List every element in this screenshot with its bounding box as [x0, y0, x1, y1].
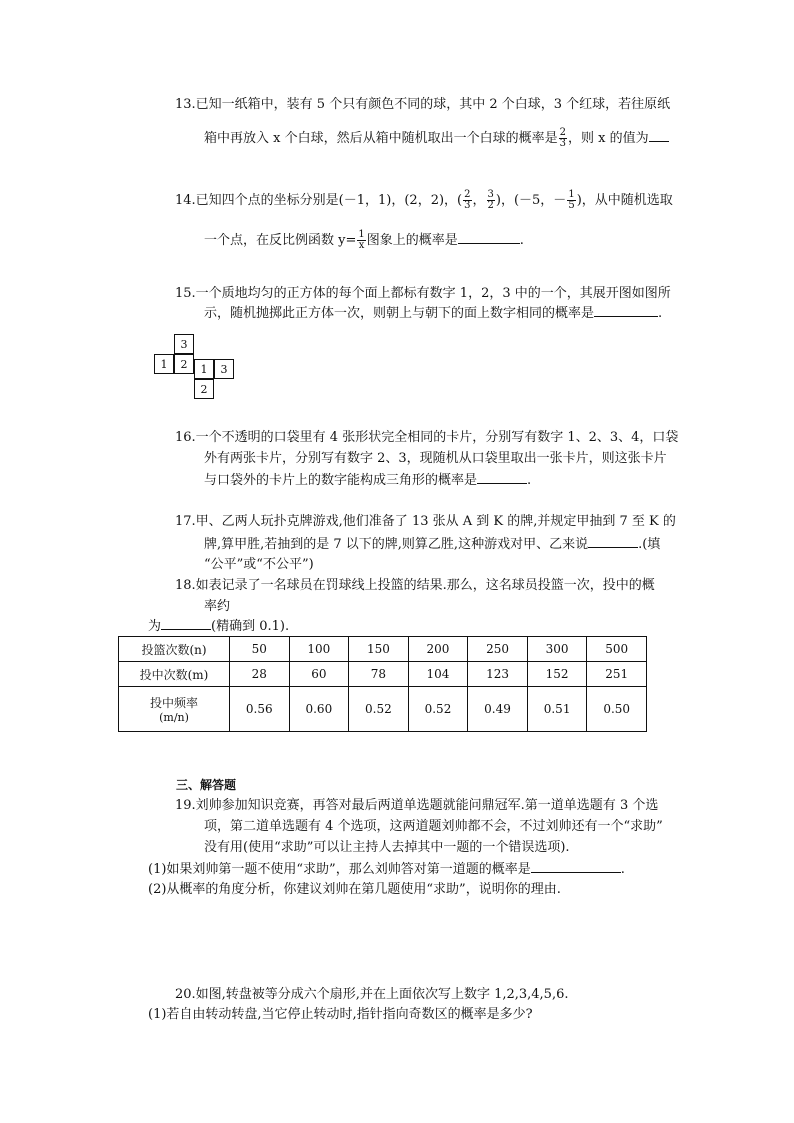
table-cell: 50	[230, 637, 290, 662]
q15-answer-blank[interactable]	[594, 304, 658, 317]
table-cell: 0.60	[289, 687, 349, 732]
q13-line2: 箱中再放入 x 个白球，然后从箱中随机取出一个白球的概率是 $\frac{2}{3}$ ，则 x 的值为	[204, 128, 669, 149]
table-row	[119, 662, 647, 687]
q18-line1: 18.如表记录了一名球员在罚球线上投篮的结果.那么，这名球员投篮一次，投中的概	[175, 578, 655, 593]
row-header: 投中频率 (m/n)	[119, 687, 230, 732]
q16-line1: 16.一个不透明的口袋里有 4 张形状完全相同的卡片，分别写有数字 1、2、3、4，口袋	[175, 430, 679, 445]
table-cell: 104	[408, 662, 468, 687]
net-face: 2	[174, 354, 194, 374]
net-face: 2	[194, 379, 214, 399]
net-face: 1	[194, 359, 214, 379]
table-cell: 0.51	[527, 687, 587, 732]
q13-answer-blank[interactable]	[649, 129, 669, 142]
q14-fraction-4: $\frac{1}{x}$	[358, 229, 365, 251]
net-face: 1	[154, 354, 174, 374]
table-row	[119, 687, 647, 732]
q19-line1: 19.刘帅参加知识竞赛，再答对最后两道单选题就能问鼎冠军.第一道单选题有 3 个选	[175, 798, 659, 813]
section-heading: 三、解答题	[176, 778, 237, 792]
table-cell: 250	[468, 637, 528, 662]
cube-net-figure	[150, 334, 240, 400]
q20-line1: 20.如图,转盘被等分成六个扇形,并在上面依次写上数字 1,2,3,4,5,6.	[175, 987, 569, 1002]
q14-answer-blank[interactable]	[458, 231, 520, 244]
table-cell: 200	[408, 637, 468, 662]
q14-fraction-2: $\frac{3}{2}$	[487, 189, 494, 211]
q14-line1: 14.已知四个点的坐标分别是(－1，1)，(2，2)，( $\frac{2}{3}$ ， $\frac{3}{2}$ )，(－5，－ $\frac{1}{5}$ )，从中随机选取	[175, 189, 673, 211]
q19-part1: (1)如果刘帅第一题不使用“求助”，那么刘帅答对第一道题的概率是 .	[148, 862, 625, 877]
q16-answer-blank[interactable]	[477, 471, 527, 484]
q16-line3: 与口袋外的卡片上的数字能构成三角形的概率是 .	[204, 473, 532, 488]
table-cell: 150	[349, 637, 409, 662]
table-cell: 0.50	[587, 687, 647, 732]
q14-fraction-3: $\frac{1}{5}$	[568, 189, 575, 211]
table-cell: 123	[468, 662, 528, 687]
table-cell: 100	[289, 637, 349, 662]
q13-fraction: $\frac{2}{3}$	[559, 127, 566, 149]
row-header: 投中次数(m)	[119, 662, 230, 687]
net-face: 3	[214, 359, 234, 379]
q18-line2: 率约	[204, 599, 231, 614]
table-cell: 0.52	[349, 687, 409, 732]
q18-line3: 为 (精确到 0.1).	[148, 619, 290, 634]
table-row	[119, 637, 647, 662]
q20-part1: (1)若自由转动转盘,当它停止转动时,指针指向奇数区的概率是多少?	[148, 1007, 533, 1022]
shooting-results-table	[118, 636, 647, 732]
q18-answer-blank[interactable]	[161, 617, 211, 630]
q17-line3: “公平”或“不公平”)	[204, 557, 314, 572]
table-cell: 152	[527, 662, 587, 687]
table-cell: 0.49	[468, 687, 528, 732]
q15-line1: 15.一个质地均匀的正方体的每个面上都标有数字 1，2，3 中的一个，其展开图如图所	[175, 286, 671, 301]
table-cell: 0.56	[230, 687, 290, 732]
q14-fraction-1: $\frac{2}{3}$	[464, 189, 471, 211]
table-cell: 251	[587, 662, 647, 687]
q14-line2: 一个点，在反比例函数 y= $\frac{1}{x}$ 图象上的概率是 .	[204, 229, 524, 251]
q17-line1: 17.甲、乙两人玩扑克牌游戏,他们准备了 13 张从 A 到 K 的牌,并规定甲抽到 7 至 K 的	[175, 514, 676, 529]
q13-line1: 13.已知一纸箱中，装有 5 个只有颜色不同的球，其中 2 个白球，3 个红球，若往原纸	[175, 97, 671, 112]
table-cell: 60	[289, 662, 349, 687]
q17-line2: 牌,算甲胜,若抽到的是 7 以下的牌,则算乙胜,这种游戏对甲、乙来说 .(填	[204, 537, 661, 552]
q17-answer-blank[interactable]	[588, 535, 638, 548]
q19-part2: (2)从概率的角度分析，你建议刘帅在第几题使用“求助”，说明你的理由.	[148, 882, 561, 897]
q19-line2: 项，第二道单选题有 4 个选项，这两道题刘帅都不会，不过刘帅还有一个“求助”	[204, 819, 663, 834]
table-cell: 78	[349, 662, 409, 687]
q19-answer-blank[interactable]	[531, 860, 621, 873]
row-header: 投篮次数(n)	[119, 637, 230, 662]
q16-line2: 外有两张卡片，分别写有数字 2、3，现随机从口袋里取出一张卡片，则这张卡片	[204, 451, 667, 466]
table-cell: 500	[587, 637, 647, 662]
table-cell: 300	[527, 637, 587, 662]
q19-line3: 没有用(使用“求助”可以让主持人去掉其中一题的一个错误选项).	[204, 840, 570, 855]
table-cell: 0.52	[408, 687, 468, 732]
table-cell: 28	[230, 662, 290, 687]
q15-line2: 示，随机抛掷此正方体一次，则朝上与朝下的面上数字相同的概率是 .	[204, 306, 663, 321]
net-face: 3	[174, 334, 194, 354]
